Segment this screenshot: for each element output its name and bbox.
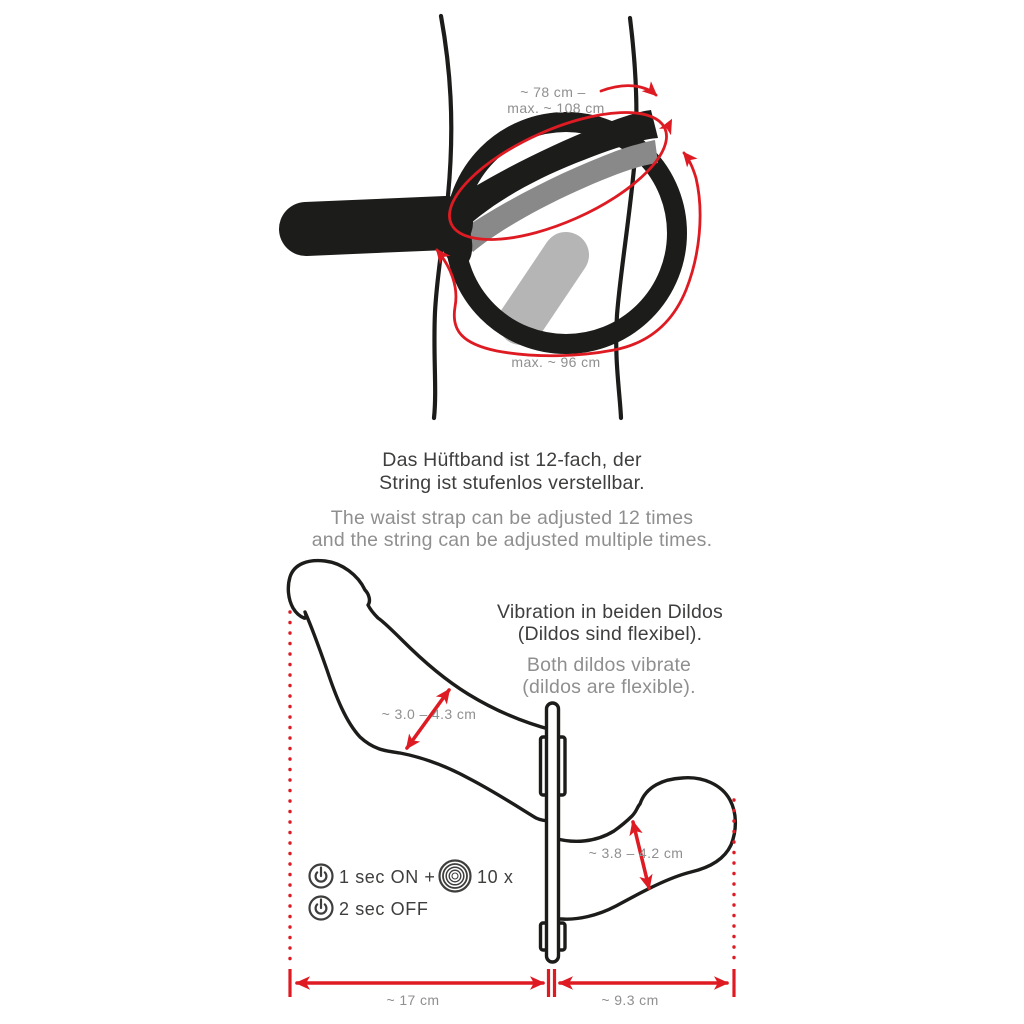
small-dildo-length-label: ~ 9.3 cm (601, 992, 659, 1008)
large-dildo-diameter-label: ~ 3.0 – 4.3 cm (381, 706, 477, 722)
waist-measure-label-line1: ~ 78 cm – (520, 84, 586, 100)
waist-measure-label-line2: max. ~ 108 cm (507, 100, 605, 116)
center-strap (547, 703, 559, 962)
power-icon (310, 897, 333, 920)
outer-dildo-black (306, 223, 446, 229)
vibration-note-de-line1: Vibration in beiden Dildos (497, 601, 723, 623)
vibration-mode-on-label: 1 sec ON + (339, 867, 436, 887)
vibration-cycles-label: 10 x (477, 867, 514, 887)
large-dildo-outline (288, 561, 552, 821)
adjustment-note (312, 449, 713, 551)
harness-worn-diagram (306, 16, 700, 418)
double-dildo-diagram (288, 561, 735, 1008)
vibration-mode-off-label: 2 sec OFF (339, 899, 429, 919)
adjustment-note-de-line1: Das Hüftband ist 12-fach, der (382, 449, 642, 471)
vibration-note-en-line2: (dildos are flexible). (522, 676, 696, 698)
vibration-mode-legend (310, 861, 514, 920)
adjustment-note-en-line2: and the string can be adjusted multiple times. (311, 529, 713, 551)
vibration-spiral-icon (440, 861, 471, 892)
small-dildo-diameter-label: ~ 3.8 – 4.2 cm (588, 845, 684, 861)
inner-dildo-gray (521, 255, 566, 322)
adjustment-note-de-line2: String ist stufenlos verstellbar. (379, 472, 645, 494)
adjust-direction-arrow-icon (601, 86, 656, 95)
string-measure-label: max. ~ 96 cm (511, 354, 601, 370)
power-icon (310, 865, 333, 888)
vibration-note-de-line2: (Dildos sind flexibel). (517, 623, 703, 645)
adjustment-note-en-line1: The waist strap can be adjusted 12 times (330, 507, 694, 529)
large-dildo-length-label: ~ 17 cm (386, 992, 440, 1008)
vibration-note-en-line1: Both dildos vibrate (526, 654, 692, 676)
body-outline-right (616, 18, 636, 418)
